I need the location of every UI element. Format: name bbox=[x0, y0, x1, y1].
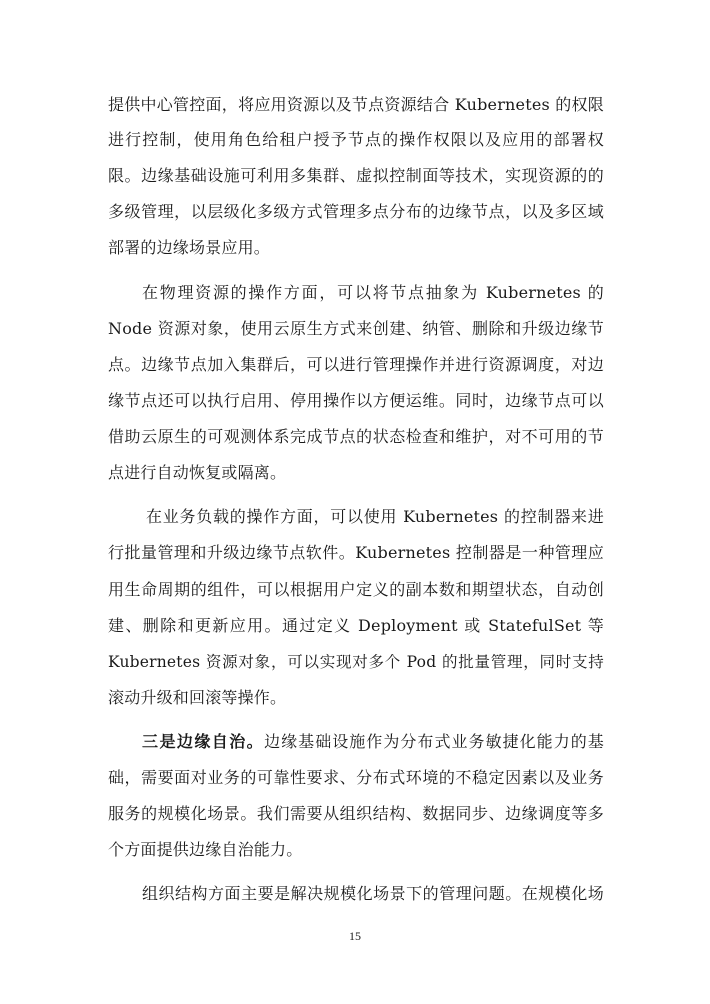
text-line: 用生命周期的组件，可以根据用户定义的副本数和期望状态，自动创 bbox=[108, 580, 604, 599]
text-line: 进行控制，使用角色给租户授予节点的操作权限以及应用的部署权 bbox=[108, 130, 604, 149]
text-line: 点进行自动恢复或隔离。 bbox=[108, 463, 287, 482]
section-lead: 三是边缘自治。 bbox=[142, 732, 265, 751]
text-line: 借助云原生的可观测体系完成节点的状态检查和维护，对不可用的节 bbox=[108, 427, 604, 446]
text-line: 多级管理，以层级化多级方式管理多点分布的边缘节点，以及多区域 bbox=[108, 202, 604, 221]
text-line: Kubernetes 资源对象，可以实现对多个 Pod 的批量管理，同时支持 bbox=[108, 653, 604, 671]
text-line: 建、删除和更新应用。通过定义 Deployment 或 StatefulSet 等 bbox=[108, 616, 604, 635]
text-line: 在物理资源的操作方面，可以将节点抽象为 Kubernetes 的 bbox=[142, 283, 604, 302]
text-span: 边缘基础设施作为分布式业务敏捷化能力的基 bbox=[264, 732, 604, 751]
text-line: 服务的规模化场景。我们需要从组织结构、数据同步、边缘调度等多 bbox=[108, 804, 604, 823]
text-line: 部署的边缘场景应用。 bbox=[108, 238, 271, 257]
text-line: 础，需要面对业务的可靠性要求、分布式环境的不稳定因素以及业务 bbox=[108, 768, 604, 787]
page-number: 15 bbox=[349, 929, 361, 943]
text-line: 个方面提供边缘自治能力。 bbox=[108, 840, 303, 859]
text-line bbox=[142, 732, 604, 752]
text-line: 限。边缘基础设施可利用多集群、虚拟控制面等技术，实现资源的的 bbox=[108, 166, 604, 185]
text-line: 组织结构方面主要是解决规模化场景下的管理问题。在规模化场 bbox=[142, 884, 604, 903]
text-line: Node 资源对象，使用云原生方式来创建、纳管、删除和升级边缘节 bbox=[108, 319, 604, 338]
text-line: 滚动升级和回滚等操作。 bbox=[108, 688, 287, 707]
text-line: 提供中心管控面，将应用资源以及节点资源结合 Kubernetes 的权限 bbox=[108, 95, 604, 114]
text-line: 行批量管理和升级边缘节点软件。Kubernetes 控制器是一种管理应 bbox=[108, 543, 604, 562]
text-line: 点。边缘节点加入集群后，可以进行管理操作并进行资源调度，对边 bbox=[108, 355, 604, 374]
text-line: 在业务负载的操作方面，可以使用 Kubernetes 的控制器来进 bbox=[146, 507, 604, 526]
text-line: 缘节点还可以执行启用、停用操作以方便运维。同时，边缘节点可以 bbox=[108, 391, 604, 410]
